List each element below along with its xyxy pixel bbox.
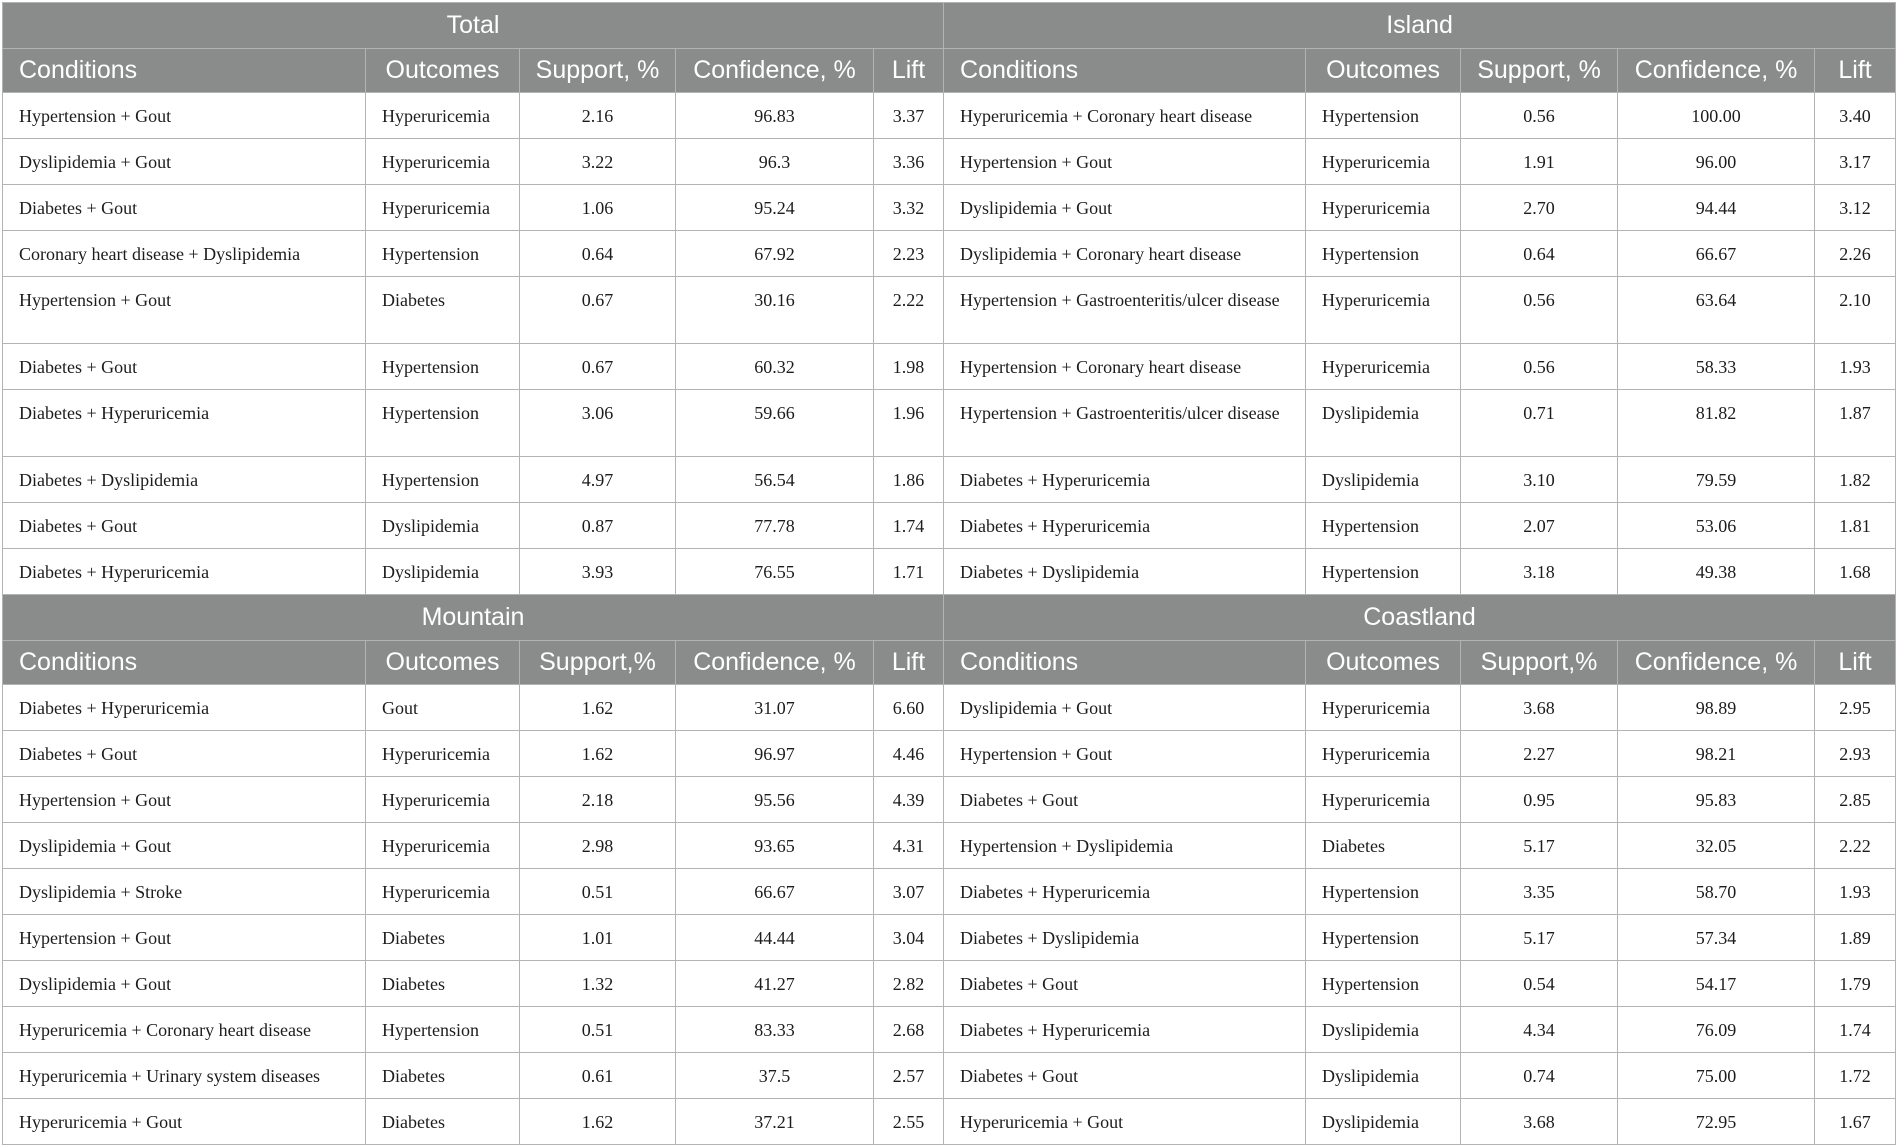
cell-support: 0.54	[1461, 961, 1618, 1007]
header-support: Support,%	[520, 641, 676, 685]
header-confidence: Confidence, %	[676, 49, 874, 93]
header-confidence: Confidence, %	[1618, 49, 1815, 93]
cell-confidence: 96.83	[676, 93, 874, 139]
cell-lift: 4.31	[874, 823, 944, 869]
cell-lift: 2.85	[1815, 777, 1896, 823]
cell-outcome: Hyperuricemia	[366, 185, 520, 231]
cell-conditions: Dyslipidemia + Gout	[3, 823, 366, 869]
cell-outcome: Hypertension	[366, 344, 520, 390]
table-row	[3, 823, 1896, 869]
cell-lift: 1.98	[874, 344, 944, 390]
cell-conditions: Dyslipidemia + Gout	[3, 139, 366, 185]
cell-outcome: Hypertension	[1306, 231, 1461, 277]
cell-support: 1.91	[1461, 139, 1618, 185]
cell-lift: 3.36	[874, 139, 944, 185]
cell-lift: 3.32	[874, 185, 944, 231]
header-support: Support, %	[520, 49, 676, 93]
cell-outcome: Diabetes	[1306, 823, 1461, 869]
cell-conditions: Hyperuricemia + Coronary heart disease	[944, 93, 1306, 139]
cell-confidence: 58.33	[1618, 344, 1815, 390]
cell-conditions: Hypertension + Dyslipidemia	[944, 823, 1306, 869]
cell-outcome: Hypertension	[366, 457, 520, 503]
cell-conditions: Hyperuricemia + Gout	[944, 1099, 1306, 1145]
cell-confidence: 41.27	[676, 961, 874, 1007]
cell-lift: 1.82	[1815, 457, 1896, 503]
cell-conditions: Diabetes + Hyperuricemia	[944, 503, 1306, 549]
cell-outcome: Dyslipidemia	[1306, 1053, 1461, 1099]
cell-confidence: 67.92	[676, 231, 874, 277]
cell-support: 5.17	[1461, 823, 1618, 869]
cell-support: 0.51	[520, 869, 676, 915]
table-row	[3, 777, 1896, 823]
cell-outcome: Hyperuricemia	[366, 869, 520, 915]
table-row	[3, 1007, 1896, 1053]
cell-support: 3.22	[520, 139, 676, 185]
cell-confidence: 37.5	[676, 1053, 874, 1099]
cell-conditions: Hypertension + Gout	[944, 731, 1306, 777]
header-support: Support, %	[1461, 49, 1618, 93]
table-row	[3, 915, 1896, 961]
cell-support: 3.93	[520, 549, 676, 595]
cell-conditions: Diabetes + Gout	[944, 777, 1306, 823]
cell-conditions: Hypertension + Gastroenteritis/ulcer disease	[944, 277, 1306, 344]
cell-support: 3.18	[1461, 549, 1618, 595]
table-row	[3, 961, 1896, 1007]
section-title-coastland: Coastland	[944, 595, 1896, 641]
cell-confidence: 98.89	[1618, 685, 1815, 731]
cell-confidence: 60.32	[676, 344, 874, 390]
cell-lift: 1.72	[1815, 1053, 1896, 1099]
cell-lift: 2.93	[1815, 731, 1896, 777]
cell-lift: 3.04	[874, 915, 944, 961]
group-header-row	[3, 595, 1896, 641]
cell-support: 0.56	[1461, 277, 1618, 344]
cell-lift: 2.55	[874, 1099, 944, 1145]
cell-conditions: Dyslipidemia + Coronary heart disease	[944, 231, 1306, 277]
cell-lift: 4.46	[874, 731, 944, 777]
cell-support: 5.17	[1461, 915, 1618, 961]
bottom-data-rows	[3, 685, 1896, 1145]
table-row	[3, 277, 1896, 344]
table-row	[3, 1099, 1896, 1145]
cell-outcome: Hyperuricemia	[1306, 277, 1461, 344]
cell-confidence: 58.70	[1618, 869, 1815, 915]
cell-support: 1.62	[520, 1099, 676, 1145]
cell-support: 3.68	[1461, 1099, 1618, 1145]
cell-confidence: 66.67	[1618, 231, 1815, 277]
cell-confidence: 54.17	[1618, 961, 1815, 1007]
cell-lift: 2.95	[1815, 685, 1896, 731]
cell-lift: 1.79	[1815, 961, 1896, 1007]
cell-conditions: Hypertension + Gastroenteritis/ulcer disease	[944, 390, 1306, 457]
cell-conditions: Hypertension + Gout	[3, 93, 366, 139]
cell-outcome: Hypertension	[1306, 549, 1461, 595]
cell-outcome: Hypertension	[366, 1007, 520, 1053]
table-row	[3, 185, 1896, 231]
cell-support: 0.71	[1461, 390, 1618, 457]
cell-confidence: 100.00	[1618, 93, 1815, 139]
cell-confidence: 49.38	[1618, 549, 1815, 595]
cell-outcome: Dyslipidemia	[1306, 390, 1461, 457]
cell-support: 3.35	[1461, 869, 1618, 915]
cell-outcome: Hyperuricemia	[1306, 139, 1461, 185]
table-row	[3, 503, 1896, 549]
cell-conditions: Diabetes + Dyslipidemia	[944, 549, 1306, 595]
cell-support: 0.74	[1461, 1053, 1618, 1099]
section-title-total: Total	[3, 3, 944, 49]
cell-confidence: 56.54	[676, 457, 874, 503]
cell-support: 0.56	[1461, 344, 1618, 390]
top-data-rows	[3, 93, 1896, 595]
header-lift: Lift	[1815, 49, 1896, 93]
cell-lift: 1.74	[1815, 1007, 1896, 1053]
table-row	[3, 685, 1896, 731]
cell-confidence: 96.97	[676, 731, 874, 777]
cell-confidence: 96.00	[1618, 139, 1815, 185]
cell-outcome: Hypertension	[366, 231, 520, 277]
cell-conditions: Diabetes + Hyperuricemia	[944, 1007, 1306, 1053]
cell-conditions: Diabetes + Gout	[3, 731, 366, 777]
cell-lift: 1.81	[1815, 503, 1896, 549]
cell-support: 4.97	[520, 457, 676, 503]
cell-confidence: 63.64	[1618, 277, 1815, 344]
cell-outcome: Dyslipidemia	[1306, 457, 1461, 503]
header-lift: Lift	[1815, 641, 1896, 685]
cell-conditions: Hypertension + Gout	[3, 915, 366, 961]
cell-outcome: Hyperuricemia	[1306, 777, 1461, 823]
cell-outcome: Dyslipidemia	[1306, 1099, 1461, 1145]
cell-support: 1.32	[520, 961, 676, 1007]
cell-support: 0.95	[1461, 777, 1618, 823]
cell-lift: 1.89	[1815, 915, 1896, 961]
cell-confidence: 32.05	[1618, 823, 1815, 869]
cell-lift: 6.60	[874, 685, 944, 731]
cell-confidence: 37.21	[676, 1099, 874, 1145]
cell-support: 2.98	[520, 823, 676, 869]
cell-lift: 2.22	[1815, 823, 1896, 869]
cell-support: 3.06	[520, 390, 676, 457]
cell-support: 2.70	[1461, 185, 1618, 231]
cell-outcome: Diabetes	[366, 915, 520, 961]
cell-support: 1.01	[520, 915, 676, 961]
cell-outcome: Hyperuricemia	[366, 777, 520, 823]
cell-outcome: Hyperuricemia	[366, 93, 520, 139]
cell-lift: 1.93	[1815, 344, 1896, 390]
cell-conditions: Hyperuricemia + Coronary heart disease	[3, 1007, 366, 1053]
cell-confidence: 59.66	[676, 390, 874, 457]
top-block	[3, 3, 1896, 93]
cell-outcome: Diabetes	[366, 961, 520, 1007]
cell-conditions: Coronary heart disease + Dyslipidemia	[3, 231, 366, 277]
cell-lift: 2.22	[874, 277, 944, 344]
section-title-island: Island	[944, 3, 1896, 49]
cell-outcome: Hypertension	[1306, 915, 1461, 961]
cell-conditions: Dyslipidemia + Stroke	[3, 869, 366, 915]
header-conditions: Conditions	[3, 49, 366, 93]
table-row	[3, 549, 1896, 595]
cell-outcome: Hyperuricemia	[1306, 185, 1461, 231]
cell-conditions: Dyslipidemia + Gout	[944, 185, 1306, 231]
cell-lift: 2.82	[874, 961, 944, 1007]
cell-lift: 1.68	[1815, 549, 1896, 595]
bottom-block	[3, 595, 1896, 685]
cell-conditions: Hypertension + Gout	[944, 139, 1306, 185]
section-title-mountain: Mountain	[3, 595, 944, 641]
cell-support: 0.51	[520, 1007, 676, 1053]
cell-confidence: 30.16	[676, 277, 874, 344]
table-row	[3, 869, 1896, 915]
cell-lift: 1.74	[874, 503, 944, 549]
cell-outcome: Dyslipidemia	[366, 549, 520, 595]
cell-conditions: Diabetes + Hyperuricemia	[3, 685, 366, 731]
cell-confidence: 66.67	[676, 869, 874, 915]
cell-conditions: Diabetes + Gout	[3, 503, 366, 549]
header-lift: Lift	[874, 641, 944, 685]
cell-lift: 1.67	[1815, 1099, 1896, 1145]
cell-confidence: 79.59	[1618, 457, 1815, 503]
cell-lift: 1.86	[874, 457, 944, 503]
table-row	[3, 93, 1896, 139]
header-outcomes: Outcomes	[366, 49, 520, 93]
cell-outcome: Dyslipidemia	[1306, 1007, 1461, 1053]
cell-outcome: Hypertension	[366, 390, 520, 457]
table-row	[3, 139, 1896, 185]
header-confidence: Confidence, %	[1618, 641, 1815, 685]
column-header-row	[3, 641, 1896, 685]
cell-outcome: Diabetes	[366, 277, 520, 344]
cell-confidence: 76.09	[1618, 1007, 1815, 1053]
cell-support: 2.16	[520, 93, 676, 139]
cell-outcome: Diabetes	[366, 1099, 520, 1145]
table-row	[3, 1053, 1896, 1099]
cell-confidence: 83.33	[676, 1007, 874, 1053]
cell-conditions: Diabetes + Gout	[944, 961, 1306, 1007]
cell-outcome: Hyperuricemia	[366, 823, 520, 869]
header-outcomes: Outcomes	[366, 641, 520, 685]
cell-confidence: 72.95	[1618, 1099, 1815, 1145]
header-confidence: Confidence, %	[676, 641, 874, 685]
cell-conditions: Diabetes + Gout	[3, 185, 366, 231]
cell-outcome: Hyperuricemia	[1306, 685, 1461, 731]
cell-lift: 1.96	[874, 390, 944, 457]
cell-confidence: 44.44	[676, 915, 874, 961]
cell-support: 3.10	[1461, 457, 1618, 503]
cell-confidence: 95.83	[1618, 777, 1815, 823]
cell-confidence: 96.3	[676, 139, 874, 185]
cell-confidence: 95.56	[676, 777, 874, 823]
cell-lift: 3.07	[874, 869, 944, 915]
cell-outcome: Hypertension	[1306, 869, 1461, 915]
cell-support: 0.64	[520, 231, 676, 277]
cell-confidence: 75.00	[1618, 1053, 1815, 1099]
cell-support: 0.61	[520, 1053, 676, 1099]
cell-support: 0.87	[520, 503, 676, 549]
cell-conditions: Diabetes + Hyperuricemia	[3, 390, 366, 457]
cell-outcome: Dyslipidemia	[366, 503, 520, 549]
table-row	[3, 457, 1896, 503]
cell-outcome: Hyperuricemia	[366, 139, 520, 185]
cell-conditions: Hyperuricemia + Gout	[3, 1099, 366, 1145]
cell-lift: 4.39	[874, 777, 944, 823]
cell-conditions: Hypertension + Gout	[3, 777, 366, 823]
table-row	[3, 344, 1896, 390]
cell-support: 2.18	[520, 777, 676, 823]
cell-lift: 2.26	[1815, 231, 1896, 277]
cell-conditions: Diabetes + Gout	[3, 344, 366, 390]
cell-lift: 2.57	[874, 1053, 944, 1099]
cell-lift: 3.12	[1815, 185, 1896, 231]
cell-outcome: Hyperuricemia	[1306, 731, 1461, 777]
cell-outcome: Hypertension	[1306, 503, 1461, 549]
cell-lift: 3.17	[1815, 139, 1896, 185]
cell-support: 4.34	[1461, 1007, 1618, 1053]
table-row	[3, 731, 1896, 777]
cell-outcome: Hypertension	[1306, 93, 1461, 139]
cell-support: 0.67	[520, 277, 676, 344]
cell-conditions: Hypertension + Gout	[3, 277, 366, 344]
cell-support: 0.64	[1461, 231, 1618, 277]
cell-lift: 2.23	[874, 231, 944, 277]
cell-confidence: 31.07	[676, 685, 874, 731]
cell-support: 1.62	[520, 731, 676, 777]
cell-confidence: 94.44	[1618, 185, 1815, 231]
cell-confidence: 77.78	[676, 503, 874, 549]
cell-lift: 2.68	[874, 1007, 944, 1053]
cell-lift: 2.10	[1815, 277, 1896, 344]
cell-outcome: Hypertension	[1306, 961, 1461, 1007]
cell-confidence: 76.55	[676, 549, 874, 595]
group-header-row	[3, 3, 1896, 49]
cell-confidence: 98.21	[1618, 731, 1815, 777]
association-rules-table	[2, 2, 1896, 1145]
column-header-row	[3, 49, 1896, 93]
cell-conditions: Dyslipidemia + Gout	[944, 685, 1306, 731]
cell-outcome: Gout	[366, 685, 520, 731]
cell-support: 1.06	[520, 185, 676, 231]
cell-confidence: 95.24	[676, 185, 874, 231]
cell-support: 3.68	[1461, 685, 1618, 731]
cell-conditions: Diabetes + Hyperuricemia	[944, 457, 1306, 503]
cell-outcome: Diabetes	[366, 1053, 520, 1099]
cell-support: 2.27	[1461, 731, 1618, 777]
cell-confidence: 81.82	[1618, 390, 1815, 457]
cell-conditions: Diabetes + Hyperuricemia	[3, 549, 366, 595]
header-outcomes: Outcomes	[1306, 49, 1461, 93]
table-row	[3, 390, 1896, 457]
cell-conditions: Diabetes + Dyslipidemia	[3, 457, 366, 503]
cell-conditions: Diabetes + Gout	[944, 1053, 1306, 1099]
cell-support: 1.62	[520, 685, 676, 731]
cell-conditions: Diabetes + Dyslipidemia	[944, 915, 1306, 961]
cell-conditions: Hyperuricemia + Urinary system diseases	[3, 1053, 366, 1099]
cell-confidence: 57.34	[1618, 915, 1815, 961]
header-outcomes: Outcomes	[1306, 641, 1461, 685]
header-lift: Lift	[874, 49, 944, 93]
header-conditions: Conditions	[944, 641, 1306, 685]
cell-lift: 3.40	[1815, 93, 1896, 139]
cell-confidence: 53.06	[1618, 503, 1815, 549]
table-row	[3, 231, 1896, 277]
cell-conditions: Diabetes + Hyperuricemia	[944, 869, 1306, 915]
cell-conditions: Dyslipidemia + Gout	[3, 961, 366, 1007]
cell-conditions: Hypertension + Coronary heart disease	[944, 344, 1306, 390]
header-conditions: Conditions	[3, 641, 366, 685]
cell-lift: 1.71	[874, 549, 944, 595]
cell-lift: 3.37	[874, 93, 944, 139]
cell-lift: 1.87	[1815, 390, 1896, 457]
cell-support: 0.56	[1461, 93, 1618, 139]
cell-outcome: Hyperuricemia	[1306, 344, 1461, 390]
cell-lift: 1.93	[1815, 869, 1896, 915]
header-support: Support,%	[1461, 641, 1618, 685]
cell-support: 2.07	[1461, 503, 1618, 549]
cell-support: 0.67	[520, 344, 676, 390]
header-conditions: Conditions	[944, 49, 1306, 93]
cell-confidence: 93.65	[676, 823, 874, 869]
cell-outcome: Hyperuricemia	[366, 731, 520, 777]
